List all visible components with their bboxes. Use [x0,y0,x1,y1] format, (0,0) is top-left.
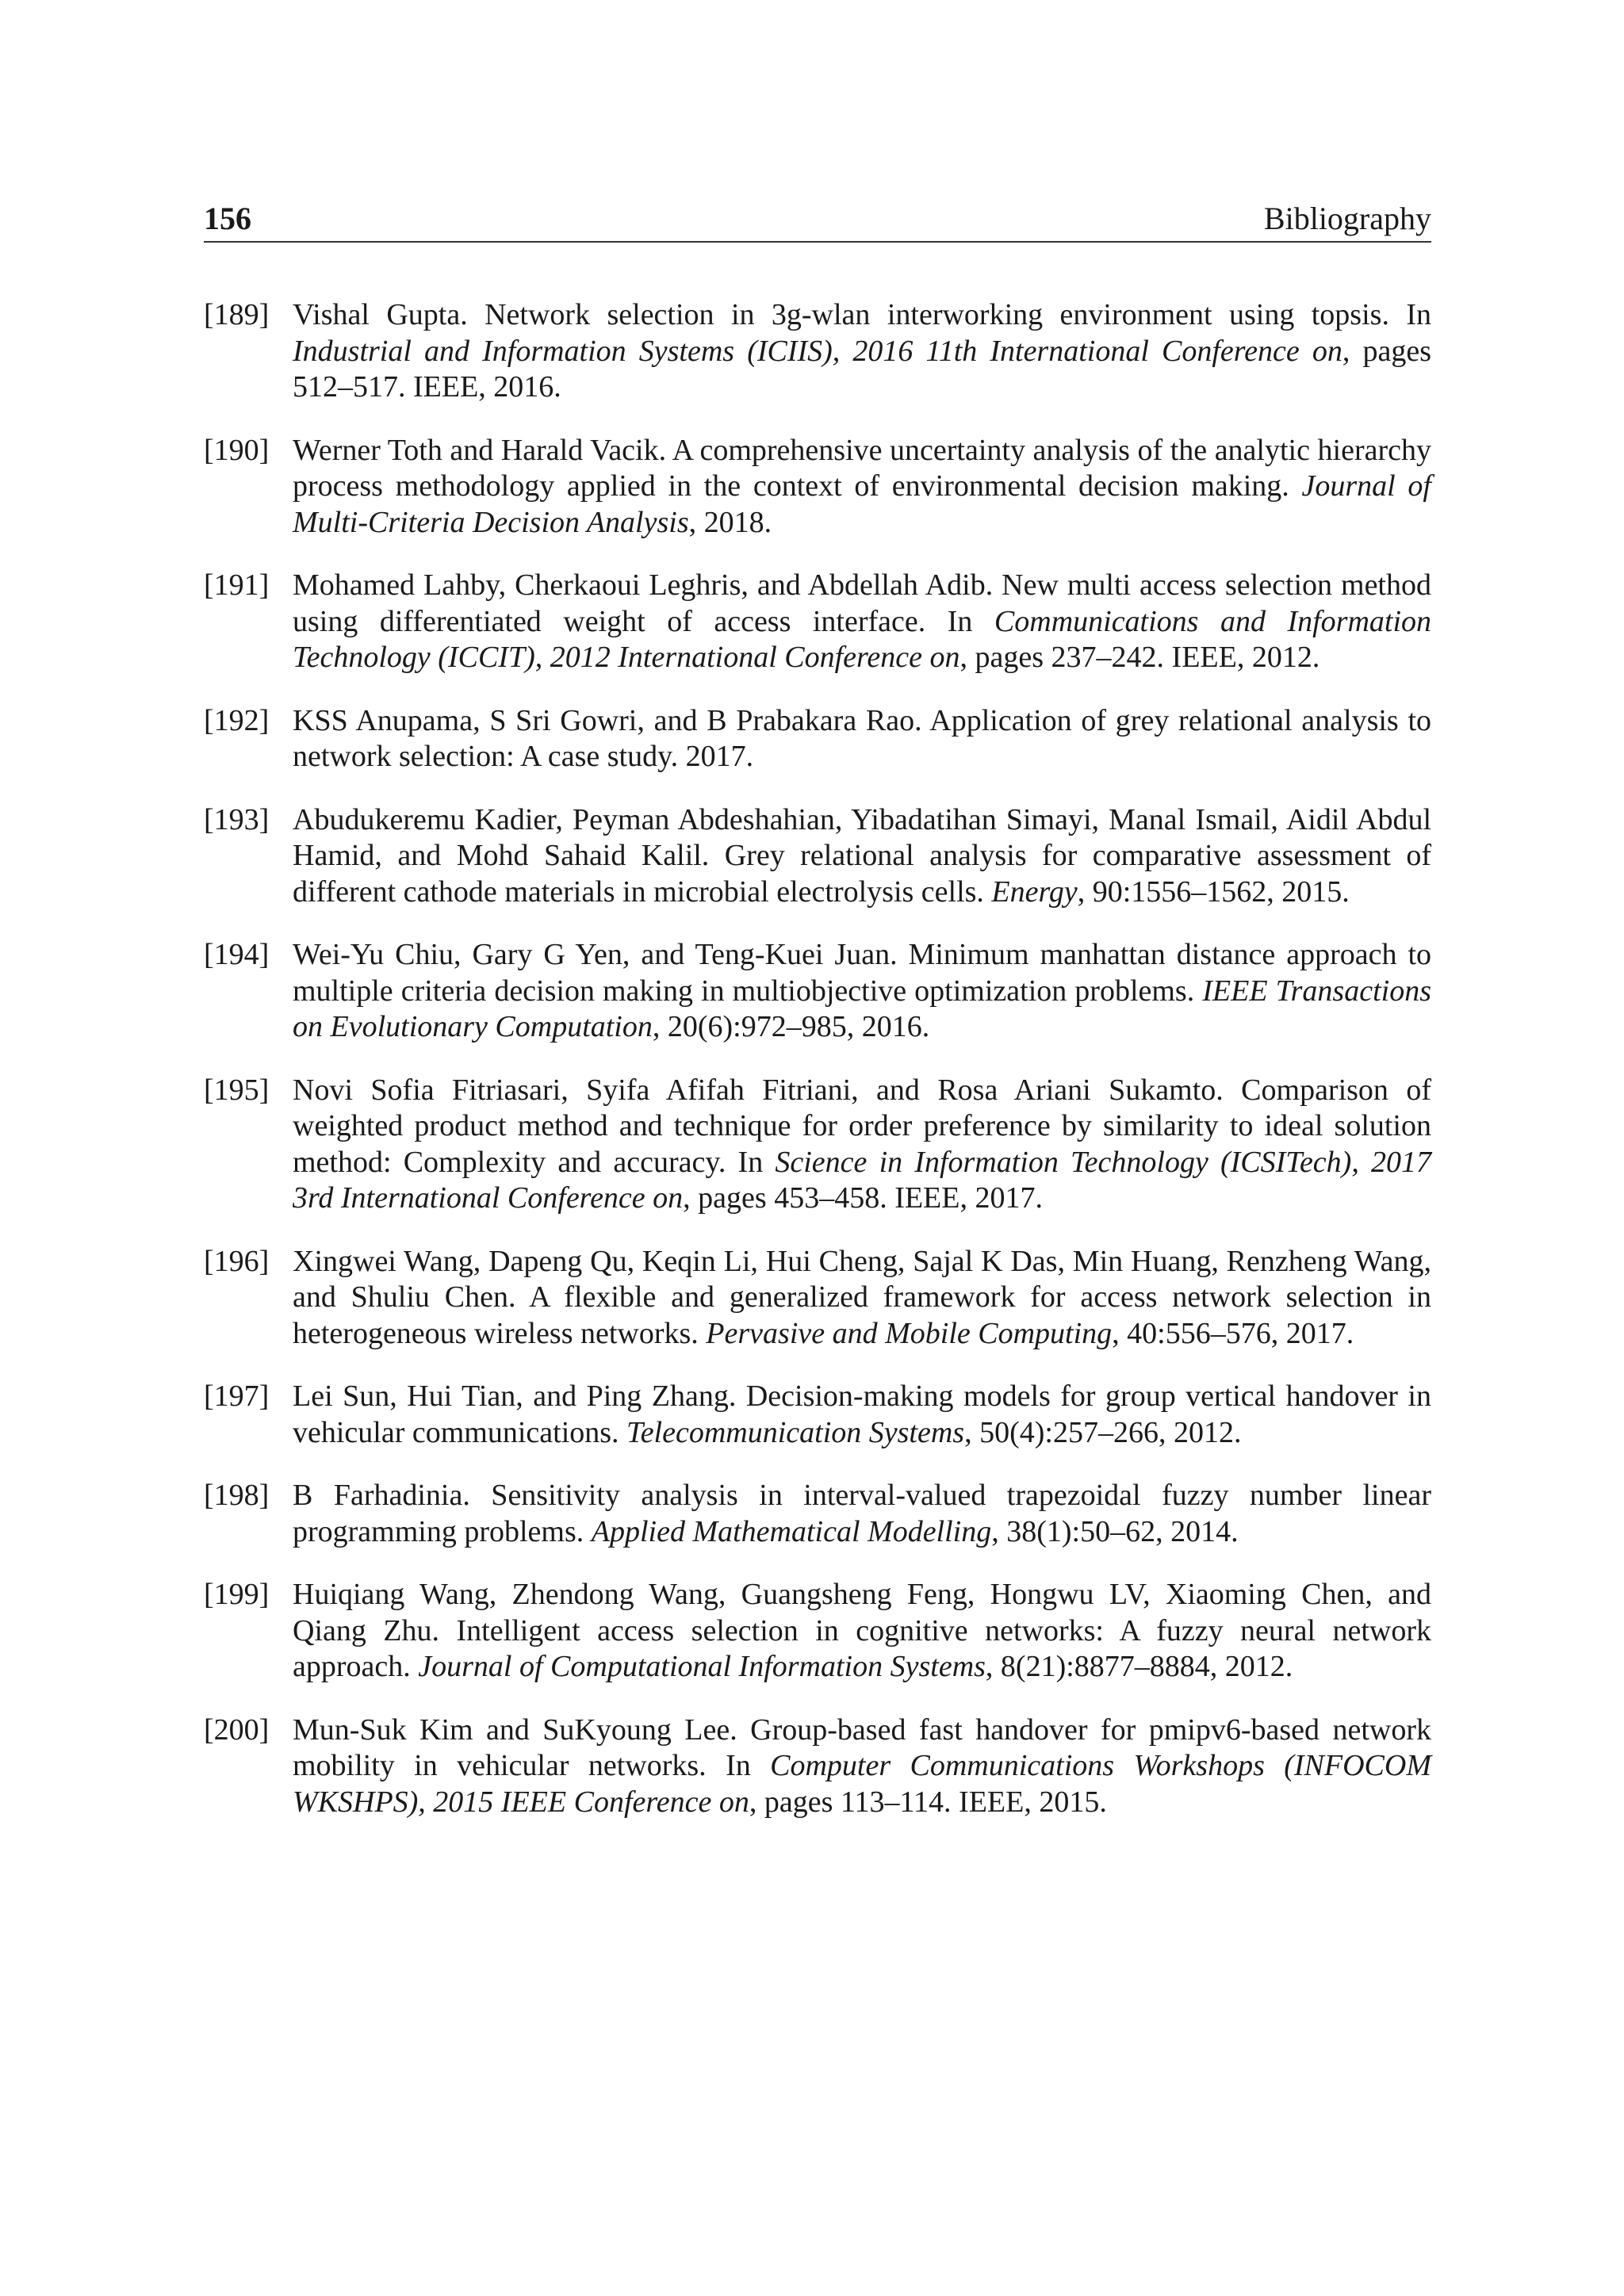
bib-venue: Energy [991,874,1078,909]
bib-label: [193] [204,802,270,836]
bib-entry-199 [204,1577,1431,1686]
bib-text: Vishal Gupta. Network selection in 3g-wlan interworking environment using topsis. In Industrial and Information Systems (ICIIS), 2016 11th International Conference on, pages 512–517. IEEE, 2016. [293,298,1431,404]
bibliography-list [204,297,1431,1847]
bib-entry-190 [204,433,1431,541]
bib-venue: Telecommunication Systems [626,1415,965,1449]
bib-entry-194 [204,937,1431,1046]
bib-venue: Industrial and Information Systems (ICIIS), 2016 11th International Conference on [293,334,1342,368]
bib-label: [195] [204,1073,270,1107]
bib-entry-200 [204,1712,1431,1821]
bib-venue: Journal of Computational Information Systems [418,1650,986,1683]
bib-venue: IEEE Transactions on Evolutionary Computation [293,974,1431,1043]
bib-venue: Science in Information Technology (ICSITech), 2017 3rd International Conference on [293,1145,1431,1215]
bib-label: [199] [204,1578,270,1611]
bib-text: Novi Sofia Fitriasari, Syifa Afifah Fitriani, and Rosa Ariani Sukamto. Comparison of weighted product method and technique for order preference by similarity to ideal solution method: Complexity and accuracy. In Science in Information Technology (ICSITech), 2017 3rd International Conference on, pages 453–458. IEEE, 2017. [293,1073,1431,1215]
bib-entry-198 [204,1478,1431,1550]
bib-entry-192 [204,703,1431,775]
bib-text: Abudukeremu Kadier, Peyman Abdeshahian, Yibadatihan Simayi, Manal Ismail, Aidil Abdul Hamid, and Mohd Sahaid Kalil. Grey relational analysis for comparative assessment of different cathode materials in microbial electrolysis cells. Energy, 90:1556–1562, 2015. [293,802,1431,909]
bib-text: Wei-Yu Chiu, Gary G Yen, and Teng-Kuei Juan. Minimum manhattan distance approach to multiple criteria decision making in multiobjective optimization problems. IEEE Transactions on Evolutionary Computation, 20(6):972–985, 2016. [293,938,1431,1043]
bib-label: [197] [204,1380,270,1413]
bib-text: Lei Sun, Hui Tian, and Ping Zhang. Decision-making models for group vertical handover in vehicular communications. Telecommunication Systems, 50(4):257–266, 2012. [293,1380,1431,1449]
bib-label: [196] [204,1244,270,1278]
bib-venue: Pervasive and Mobile Computing [706,1316,1113,1350]
bib-label: [189] [204,298,270,331]
bib-label: [198] [204,1479,270,1512]
page-header [204,197,1431,243]
bib-label: [191] [204,568,270,602]
bib-entry-195 [204,1073,1431,1217]
bib-label: [190] [204,433,270,467]
bib-text: Mohamed Lahby, Cherkaoui Leghris, and Abdellah Adib. New multi access selection method using differentiated weight of access interface. In Communications and Information Technology (ICCIT), 2012 International Conference on, pages 237–242. IEEE, 2012. [293,568,1431,674]
bib-venue: Applied Mathematical Modelling [591,1514,992,1548]
bib-entry-191 [204,568,1431,676]
bib-text: B Farhadinia. Sensitivity analysis in interval-valued trapezoidal fuzzy number linear programming problems. Applied Mathematical Modelling, 38(1):50–62, 2014. [293,1479,1431,1548]
bib-text: Werner Toth and Harald Vacik. A comprehensive uncertainty analysis of the analytic hierarchy process methodology applied in the context of environmental decision making. Journal of Multi-Criteria Decision Analysis, 2018. [293,433,1431,539]
bib-venue: Computer Communications Workshops (INFOCOM WKSHPS), 2015 IEEE Conference on [293,1749,1431,1819]
bib-venue: Journal of Multi-Criteria Decision Analysis [293,469,1431,539]
running-head: Bibliography [1263,201,1431,236]
bib-label: [200] [204,1712,270,1747]
bib-label: [194] [204,938,270,971]
page-number: 156 [204,201,251,236]
bib-label: [192] [204,703,270,737]
bib-venue: Communications and Information Technology (ICCIT), 2012 International Conference on [293,604,1431,674]
bib-entry-189 [204,297,1431,406]
bib-text: Huiqiang Wang, Zhendong Wang, Guangsheng Feng, Hongwu LV, Xiaoming Chen, and Qiang Zhu. Intelligent access selection in cognitive networks: A fuzzy neural network approach. Journal of Computational Information Systems, 8(21):8877–8884, 2012. [293,1578,1431,1683]
bib-entry-193 [204,802,1431,911]
bib-text: Xingwei Wang, Dapeng Qu, Keqin Li, Hui Cheng, Sajal K Das, Min Huang, Renzheng Wang, and Shuliu Chen. A flexible and generalized framework for access network selection in heterogeneous wireless networks. Pervasive and Mobile Computing, 40:556–576, 2017. [293,1244,1431,1350]
bib-entry-196 [204,1244,1431,1353]
bib-text: KSS Anupama, S Sri Gowri, and B Prabakara Rao. Application of grey relational analysis to network selection: A case study. 2017. [293,703,1431,773]
bib-text: Mun-Suk Kim and SuKyoung Lee. Group-based fast handover for pmipv6-based network mobility in vehicular networks. In Computer Communications Workshops (INFOCOM WKSHPS), 2015 IEEE Conference on, pages 113–114. IEEE, 2015. [293,1712,1431,1819]
bib-entry-197 [204,1379,1431,1451]
